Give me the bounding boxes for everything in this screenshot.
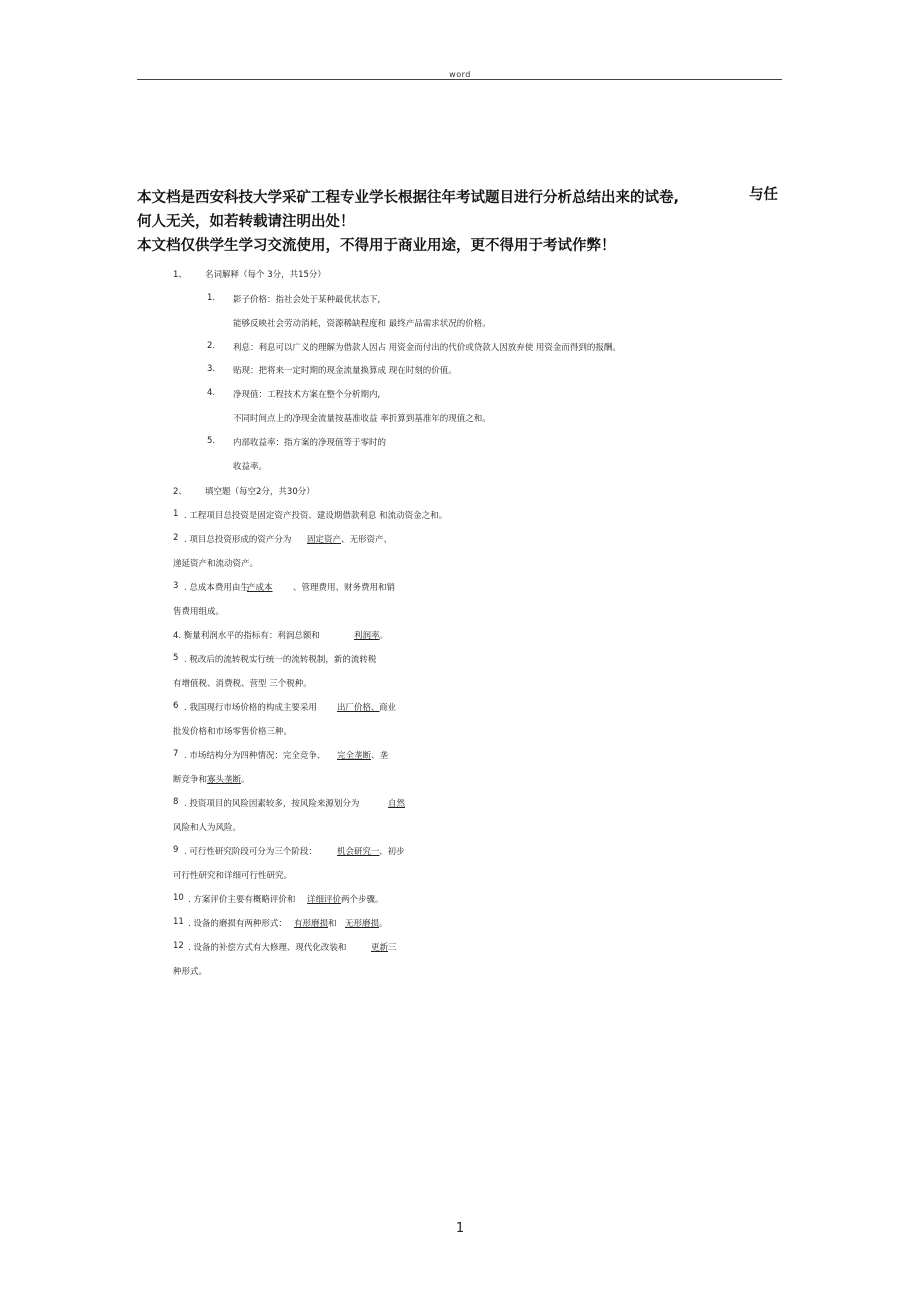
q6-suffix: 商业: [379, 703, 397, 713]
q2-prefix: . 项目总投资形成的资产分为: [184, 535, 292, 545]
intro-line-3: 本文档仅供学生学习交流使用，不得用于商业用途，更不得用于考试作弊！: [137, 238, 616, 254]
q6-number: 6: [173, 701, 179, 711]
q3-line-2: 售费用组成。: [173, 607, 225, 617]
q9-answer: 机会研究一: [337, 847, 380, 857]
q9-prefix: . 可行性研究阶段可分为三个阶段：: [184, 847, 317, 857]
q2-answer: 固定资产: [307, 535, 342, 545]
term-5-line-2: 收益率。: [233, 462, 268, 472]
term-4-line-2: 不同时间点上的净现金流量按基准收益 率折算到基准年的现值之和。: [233, 414, 491, 424]
q12-number: 12: [173, 941, 184, 951]
q8-line-2: 风险和人为风险。: [173, 823, 242, 833]
q2-line-2: 递延资产和流动资产。: [173, 559, 259, 569]
q4-answer: 利润率: [354, 631, 380, 641]
q6-line-2: 批发价格和市场零售价格三种。: [173, 727, 293, 737]
q8-prefix: . 投资项目的风险因素较多，按风险来源划分为: [184, 799, 360, 809]
term-2-line-1: 利息：利息可以广义的理解为借款人因占 用资金而付出的代价或贷款人因放弃使 用资金而得到的报酬。: [233, 343, 621, 353]
section-1-number: 1、: [173, 270, 187, 280]
q11-prefix: . 设备的磨损有两种形式：: [188, 919, 287, 929]
q8-answer: 自然: [388, 799, 406, 809]
q2-number: 2: [173, 533, 179, 543]
q3-number: 3: [173, 581, 179, 591]
term-3-number: 3.: [207, 364, 216, 374]
q2-suffix: 、无形资产、: [341, 535, 393, 545]
page-number: 1: [455, 1221, 465, 1236]
q5-line-2: 有增值税、消费税、营型 三个税种。: [173, 679, 312, 689]
term-4-number: 4.: [207, 388, 216, 398]
q7-line-2-prefix: 断竞争和: [173, 775, 208, 785]
q7-number: 7: [173, 749, 179, 759]
q4-prefix: 4. 衡量利润水平的指标有：利润总额和: [173, 631, 320, 641]
q3-suffix: 、管理费用、财务费用和销: [293, 583, 396, 593]
q12-answer: 更新: [371, 943, 389, 953]
intro-line-1: 本文档是西安科技大学采矿工程专业学长根据往年考试题目进行分析总结出来的试卷,: [137, 190, 680, 206]
q6-prefix: . 我国现行市场价格的构成主要采用: [184, 703, 317, 713]
q9-line-2: 可行性研究和详细可行性研究。: [173, 871, 293, 881]
section-2-number: 2、: [173, 487, 187, 497]
q3-answer: 产成本: [247, 583, 273, 593]
section-1-title: 名词解释（每个 3分，共15分）: [205, 270, 326, 280]
q10-answer: 详细评价: [307, 895, 342, 905]
q10-prefix: . 方案评价主要有概略评价和: [188, 895, 296, 905]
q11-answer-1: 有形磨损: [294, 919, 329, 929]
q9-number: 9: [173, 845, 179, 855]
term-1-line-1: 影子价格：指社会处于某种最优状态下,: [233, 295, 381, 305]
q1-text: . 工程项目总投资是固定资产投资、建设期借款利息 和流动资金之和。: [184, 511, 448, 521]
q1-number: 1: [173, 509, 179, 519]
q10-number: 10: [173, 893, 184, 903]
q12-suffix: 三: [388, 943, 397, 953]
q11-answer-2: 无形磨损: [345, 919, 380, 929]
q5-number: 5: [173, 653, 179, 663]
q4-suffix: 。: [379, 631, 388, 641]
term-4-line-1: 净现值：工程技术方案在整个分析期内,: [233, 390, 381, 400]
header-label: word: [449, 70, 471, 79]
q11-suffix: 。: [379, 919, 388, 929]
q7-suffix: 、垄: [371, 751, 389, 761]
q12-prefix: . 设备的补偿方式有大修理、现代化改装和: [188, 943, 347, 953]
q3-prefix: . 总成本费用由生: [184, 583, 249, 593]
q12-line-2: 种形式。: [173, 967, 208, 977]
q5-text: . 税改后的流转税实行统一的流转税制，新的流转税: [184, 655, 377, 665]
intro-line-2: 何人无关，如若转载请注明出处！: [137, 214, 355, 230]
term-2-number: 2.: [207, 341, 216, 351]
q10-suffix: 两个步骤。: [341, 895, 384, 905]
q7-line-2-answer: 寡头垄断: [207, 775, 242, 785]
q8-number: 8: [173, 797, 179, 807]
term-5-line-1: 内部收益率：指方案的净现值等于零时的: [233, 438, 387, 448]
q7-prefix: . 市场结构分为四种情况：完全竞争、: [184, 751, 326, 761]
q7-line-2-suffix: 。: [241, 775, 250, 785]
intro-line-1-tail: 与任: [749, 187, 778, 203]
term-5-number: 5.: [207, 436, 216, 446]
q11-number: 11: [173, 917, 184, 927]
term-3-line-1: 贴现：把将来一定时期的现金流量换算成 现在时刻的价值。: [233, 366, 457, 376]
section-2-title: 填空题（每空2分，共30分）: [205, 487, 315, 497]
term-1-line-2: 能够反映社会劳动消耗，资源稀缺程度和 最终产品需求状况的价格。: [233, 319, 491, 329]
q6-answer: 出厂价格、: [337, 703, 380, 713]
term-1-number: 1.: [207, 293, 216, 303]
header-rule: [137, 79, 782, 80]
q9-suffix: 、初步: [379, 847, 405, 857]
q7-answer: 完全垄断: [337, 751, 372, 761]
q11-middle: 和: [328, 919, 337, 929]
